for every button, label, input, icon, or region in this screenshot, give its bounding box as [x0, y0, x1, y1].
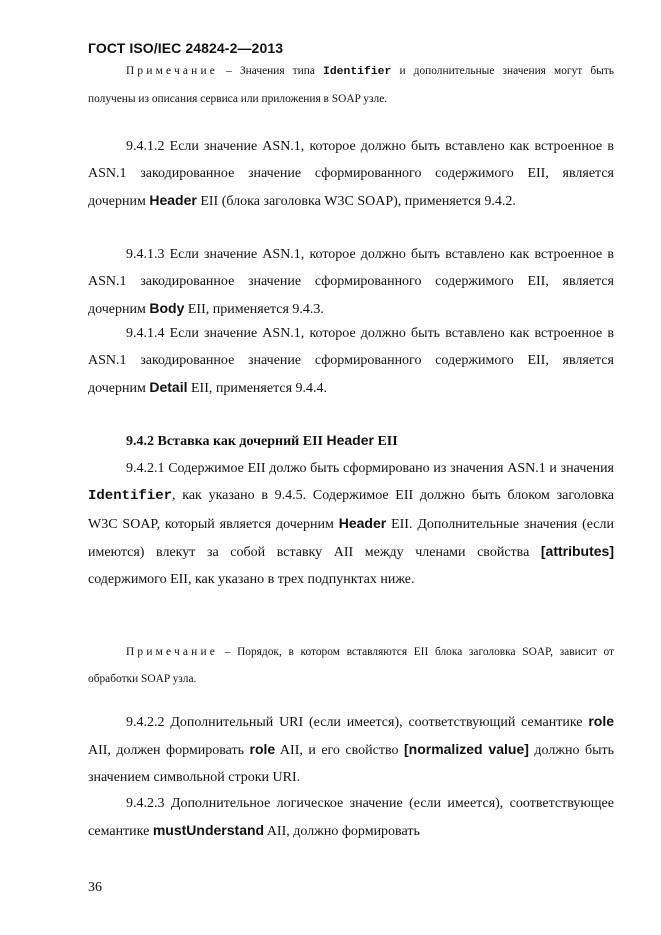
term-detail: Detail	[149, 379, 188, 395]
paragraph-9-4-1-2: 9.4.1.2 Если значение ASN.1, которое должно быть вставлено как встроенное в ASN.1 закодированное значение сформированного содержимого EII, является дочерним Header EII (блока заголовка W3C SOAP), применяется 9.4.2.	[88, 139, 614, 209]
paragraph-9-4-1-4: 9.4.1.4 Если значение ASN.1, которое должно быть вставлено как встроенное в ASN.1 закодированное значение сформированного содержимого EII, является дочерним Detail EII, применяется 9.4.4.	[88, 326, 614, 396]
term-role: role	[588, 713, 614, 729]
paragraph-9-4-1-3: 9.4.1.3 Если значение ASN.1, которое должно быть вставлено как встроенное в ASN.1 закодированное значение сформированного содержимого EII, является дочерним Body EII, применяется 9.4.3.	[88, 247, 614, 317]
term-role: role	[249, 741, 276, 757]
term-header: Header	[326, 432, 374, 448]
code-identifier: Identifier	[323, 66, 392, 78]
section-heading-9-4-2: 9.4.2 Вставка как дочерний EII Header EII	[126, 432, 398, 449]
note-label: Примечание	[126, 65, 219, 77]
paragraph-9-4-2-3: 9.4.2.3 Дополнительное логическое значение (если имеется), соответствующее семантике mustUnderstand AII, должно формировать	[88, 796, 614, 839]
code-identifier: Identifier	[88, 488, 173, 504]
term-mustunderstand: mustUnderstand	[152, 822, 265, 838]
term-attributes: [attributes]	[540, 543, 614, 559]
note-identifier: Примечание – Значения типа Identifier и дополнительные значения могут быть получены из описания сервиса или приложения в SOAP узле.	[88, 65, 614, 105]
page-number: 36	[88, 880, 102, 895]
standard-header: ГОСТ ISO/IEC 24824-2—2013	[88, 40, 284, 56]
term-header: Header	[338, 515, 387, 531]
note-order: Примечание – Порядок, в котором вставляются EII блока заголовка SOAP, зависит от обработки SOAP узла.	[88, 646, 614, 685]
paragraph-9-4-2-1: 9.4.2.1 Содержимое EII должо быть сформировано из значения ASN.1 и значения Identifier, как указано в 9.4.5. Содержимое EII должно быть блоком заголовка W3C SOAP, который является дочерним Header EII. Дополнительные значения (если имеются) влекут за собой вставку AII между членами свойства [attributes] содержимого EII, как указано в трех подпунктах ниже.	[88, 461, 615, 587]
note-label: Примечание	[126, 646, 219, 658]
term-header: Header	[149, 192, 197, 208]
term-normalized-value: [normalized value]	[403, 741, 529, 757]
term-body: Body	[149, 300, 185, 316]
paragraph-9-4-2-2: 9.4.2.2 Дополнительный URI (если имеется), соответствующий семантике role AII, должен формировать role AII, и его свойство [normalized value] должно быть значением символьной строки URI.	[88, 713, 614, 785]
